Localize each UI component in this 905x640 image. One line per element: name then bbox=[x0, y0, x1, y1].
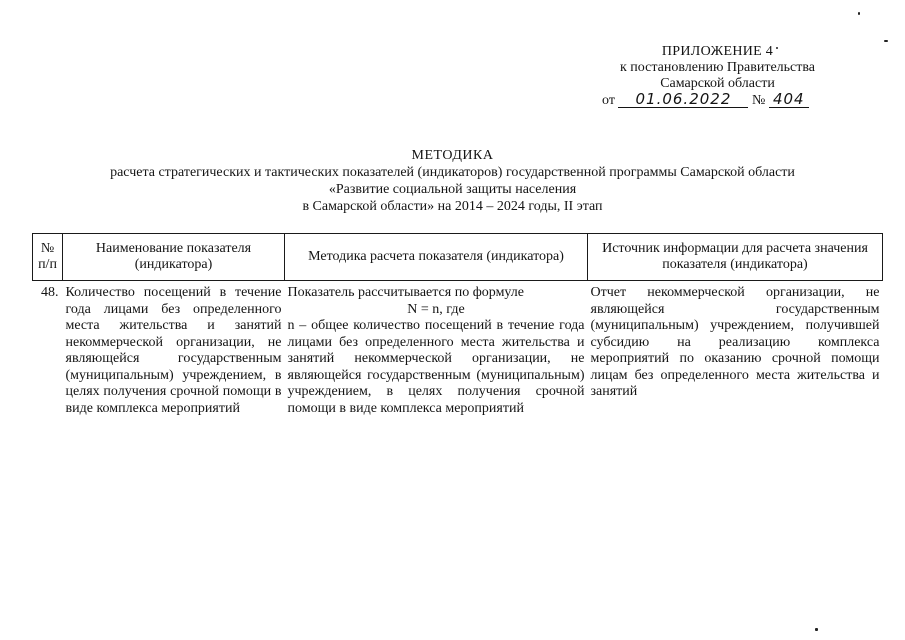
table-header-row bbox=[33, 234, 883, 281]
scan-speck bbox=[858, 12, 860, 15]
row-name: Количество посещений в течение года лицами без определенного места жительства и занятий некоммерческой организации, не являющейся государственным (муниципальным) учреждением, в целях получения срочной помощи в виде комплекса мероприятий bbox=[65, 285, 282, 416]
heading-title: МЕТОДИКА bbox=[411, 148, 494, 163]
appendix-date-line bbox=[580, 92, 855, 109]
date-prefix: от bbox=[602, 93, 615, 108]
method-description: n – общее количество посещений в течение года лицами без определенного места жительства и занятий некоммерческой организации, не являющейся государственным (муниципальным) учреждением, в целях получения срочной помощи в виде комплекса мероприятий bbox=[287, 318, 585, 416]
method-formula: N = n, где bbox=[407, 301, 465, 317]
heading-line-1: расчета стратегических и тактических показателей (индикаторов) государственной программы Самарской области bbox=[110, 165, 795, 180]
heading-line-2: «Развитие социальной защиты населения bbox=[328, 182, 577, 197]
row-method bbox=[285, 281, 588, 418]
scan-speck bbox=[776, 47, 778, 49]
header-name: Наименование показателя (индикатора) bbox=[63, 234, 285, 281]
heading-line-3: в Самарской области» на 2014 – 2024 годы, II этап bbox=[302, 199, 603, 214]
indicator-table bbox=[32, 233, 883, 417]
scan-speck bbox=[884, 40, 888, 42]
header-method: Методика расчета показателя (индикатора) bbox=[285, 234, 588, 281]
scan-speck bbox=[815, 628, 818, 631]
handwritten-date: 01.06.2022 bbox=[618, 92, 748, 108]
row-source: Отчет некоммерческой организации, не являющейся государственным (муниципальным) учреждением, получившей субсидию на реализацию комплекса мероприятий по оказанию срочной помощи лицам без определенного места жительства и занятий bbox=[590, 285, 880, 399]
header-source: Источник информации для расчета значения показателя (индикатора) bbox=[588, 234, 883, 281]
appendix-line-2: Самарской области bbox=[660, 76, 775, 91]
row-num: 48. bbox=[41, 285, 59, 300]
document-heading bbox=[60, 147, 845, 215]
header-num: № п/п bbox=[33, 234, 63, 281]
appendix-line-1: к постановлению Правительства bbox=[619, 60, 816, 75]
number-prefix: № bbox=[751, 93, 766, 108]
handwritten-number: 404 bbox=[769, 92, 809, 108]
method-intro: Показатель рассчитывается по формуле bbox=[287, 285, 525, 300]
appendix-title: ПРИЛОЖЕНИЕ 4 bbox=[661, 44, 774, 59]
appendix-header bbox=[580, 44, 855, 109]
table-row bbox=[33, 281, 883, 418]
